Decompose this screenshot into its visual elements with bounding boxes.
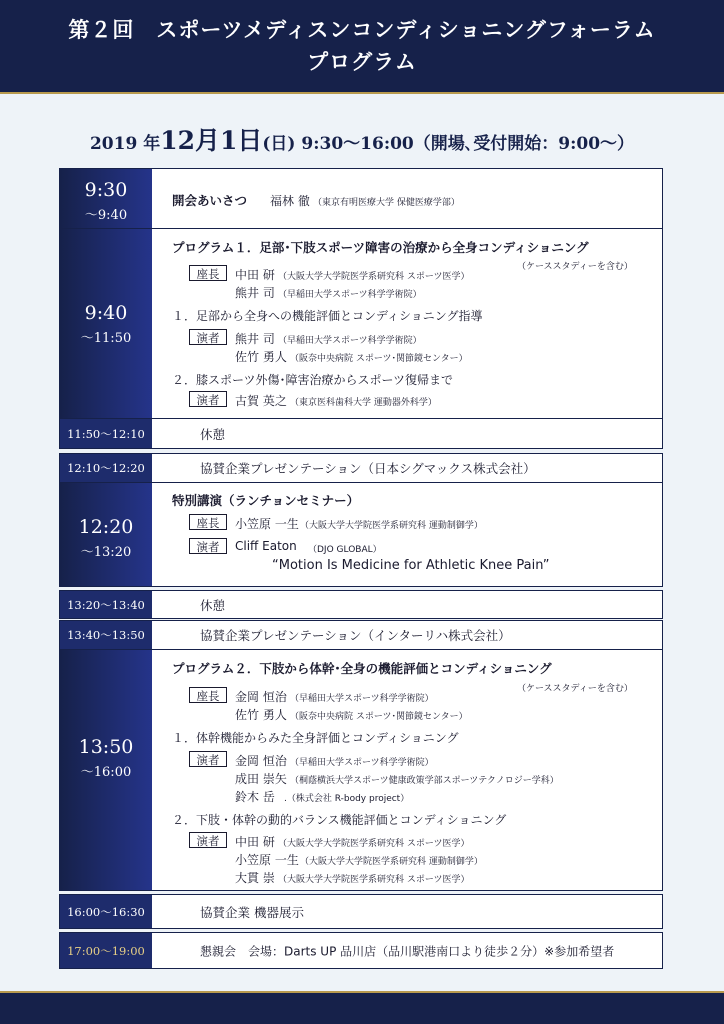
date-weekday: (日) <box>262 134 296 154</box>
lecture-title: “Motion Is Medicine for Athletic Knee Pain” <box>272 558 550 573</box>
session-text: 協賛企業 機器展示 <box>200 904 304 920</box>
speaker-affiliation: （大阪大学大学院医学系研究科 スポーツ医学） <box>278 839 470 849</box>
session-content <box>152 895 662 928</box>
session-title: 特別講演（ランチョンセミナー） <box>172 493 360 508</box>
time-cell <box>60 483 152 586</box>
chair-affiliation: （早稲田大学スポーツ科学学術院） <box>278 290 422 300</box>
page-title: プログラム <box>307 49 417 74</box>
end-time: 〜9:40 <box>84 208 128 223</box>
session-title: プログラム２．下肢から体幹･全身の機能評価とコンディショニング <box>172 661 552 676</box>
schedule-row-sponsor-presentation <box>59 620 663 650</box>
session-note: （ケーススタディーを含む） <box>517 684 633 694</box>
speaker-label: 演者 <box>189 391 227 407</box>
speaker-affiliation: （阪奈中央病院 スポーツ･関節鏡センター） <box>290 354 468 364</box>
speaker-affiliation: （大阪大学大学院医学系研究科 運動制御学） <box>300 857 483 867</box>
time-cell <box>60 591 152 618</box>
session-text: 協賛企業プレゼンテーション（インターリハ株式会社） <box>200 628 511 643</box>
session-text: 休憩 <box>200 426 226 442</box>
start-time: 9:30 <box>84 179 128 201</box>
schedule-row-program1 <box>59 229 663 419</box>
speaker-name: 佐竹 勇人 <box>235 350 287 364</box>
talk-title: １．体幹機能からみた全身評価とコンディショニング <box>172 731 459 745</box>
speaker-affiliation: （早稲田大学スポーツ科学学術院） <box>278 336 422 346</box>
speaker-affiliation: （桐蔭横浜大学スポーツ健康政策学部スポーツテクノロジー学科） <box>290 776 559 786</box>
talk-title: ２．膝スポーツ外傷･障害治療からスポーツ復帰まで <box>172 373 454 387</box>
header-divider <box>0 92 724 94</box>
session-text: 休憩 <box>200 597 226 613</box>
speaker-name: 熊井 司 <box>235 332 275 346</box>
speaker-name: 金岡 恒治 <box>235 754 287 768</box>
speaker-name: 鈴木 岳 <box>235 790 275 804</box>
schedule-row-break <box>59 590 663 619</box>
session-content <box>152 169 662 228</box>
speaker-name: 古賀 英之 <box>235 394 287 408</box>
session-content <box>152 454 662 482</box>
session-content <box>152 933 662 968</box>
session-title: 開会あいさつ <box>172 193 248 208</box>
speaker-label: 演者 <box>189 329 227 345</box>
end-time: 〜16:00 <box>80 765 132 780</box>
speaker-affiliation: （東京有明医療大学 保健医療学部） <box>313 198 460 208</box>
date-month-day: 12月1日 <box>160 126 263 155</box>
time-cell <box>60 650 152 890</box>
time-range: 16:00〜16:30 <box>67 904 145 919</box>
chair-name: 小笠原 一生 <box>235 517 299 531</box>
speaker-label: 演者 <box>189 538 227 554</box>
time-range: 12:10〜12:20 <box>67 461 145 475</box>
end-time: 〜13:20 <box>80 545 132 560</box>
footer-band <box>0 993 724 1024</box>
time-range: 13:20〜13:40 <box>67 597 145 612</box>
chair-name: 中田 研 <box>235 268 275 282</box>
time-cell <box>60 229 152 418</box>
chair-label: 座長 <box>189 687 227 703</box>
end-time: 〜11:50 <box>80 331 132 346</box>
speaker-affiliation: .（株式会社 R-body project） <box>284 794 410 804</box>
session-text: 協賛企業プレゼンテーション（日本シグマックス株式会社） <box>200 461 536 476</box>
schedule-row-opening <box>59 168 663 229</box>
speaker-affiliation: （東京医科歯科大学 運動器外科学） <box>290 398 437 408</box>
session-title: プログラム１．足部･下肢スポーツ障害の治療から全身コンディショニング <box>172 240 589 255</box>
chair-name: 佐竹 勇人 <box>235 708 287 722</box>
session-content <box>152 650 662 890</box>
speaker-name: 小笠原 一生 <box>235 853 299 867</box>
start-time: 13:50 <box>78 736 134 758</box>
time-range: 11:50〜12:10 <box>67 426 145 441</box>
speaker-affiliation: （DJO GLOBAL） <box>308 545 382 555</box>
start-time: 12:20 <box>78 516 134 538</box>
chair-label: 座長 <box>189 514 227 530</box>
time-cell <box>60 454 152 482</box>
chair-name: 金岡 恒治 <box>235 690 287 704</box>
talk-title: １．足部から全身への機能評価とコンディショニング指導 <box>172 309 483 323</box>
speaker-label: 演者 <box>189 751 227 767</box>
session-content <box>152 591 662 618</box>
session-note: （ケーススタディーを含む） <box>517 262 633 272</box>
speaker-name: 中田 研 <box>235 835 275 849</box>
time-range: 17:00〜19:00 <box>67 943 145 958</box>
schedule-row-luncheon-seminar <box>59 483 663 587</box>
chair-affiliation: （阪奈中央病院 スポーツ･関節鏡センター） <box>290 712 468 722</box>
chair-name: 熊井 司 <box>235 286 275 300</box>
header-banner <box>0 0 724 92</box>
session-content <box>152 419 662 448</box>
time-range: 13:40〜13:50 <box>67 628 145 642</box>
date-year: 2019 年 <box>89 134 161 154</box>
schedule-row-reception <box>59 932 663 969</box>
session-content <box>152 229 662 418</box>
session-content <box>152 621 662 649</box>
start-time: 9:40 <box>84 302 128 324</box>
schedule-row-break <box>59 419 663 449</box>
event-title: 第２回 スポーツメディスンコンディショニングフォーラム <box>68 17 656 42</box>
speaker-name: 大貫 崇 <box>235 871 275 885</box>
chair-label: 座長 <box>189 265 227 281</box>
event-date <box>0 121 724 157</box>
session-text: 懇親会 会場：Darts UP 品川店（品川駅港南口より徒歩２分）※参加希望者 <box>200 944 615 958</box>
time-cell <box>60 169 152 228</box>
speaker-label: 演者 <box>189 832 227 848</box>
talk-title: ２．下肢・体幹の動的バランス機能評価とコンディショニング <box>172 813 507 827</box>
speaker-affiliation: （大阪大学大学院医学系研究科 スポーツ医学） <box>278 875 470 885</box>
chair-affiliation: （大阪大学大学院医学系研究科 スポーツ医学） <box>278 272 470 282</box>
speaker-name: 福林 徹 <box>270 194 310 208</box>
speaker-name: 成田 崇矢 <box>235 772 287 786</box>
schedule-row-exhibition <box>59 894 663 929</box>
speaker-name: Cliff Eaton <box>235 539 297 553</box>
time-cell <box>60 933 152 968</box>
time-cell <box>60 895 152 928</box>
date-time: 9:30〜16:00（開場､受付開始：9:00〜） <box>301 134 635 154</box>
schedule-row-program2 <box>59 650 663 891</box>
time-cell <box>60 621 152 649</box>
speaker-affiliation: （早稲田大学スポーツ科学学術院） <box>290 758 434 768</box>
session-content <box>152 483 662 586</box>
chair-affiliation: （大阪大学大学院医学系研究科 運動制御学） <box>300 521 483 531</box>
schedule-row-sponsor-presentation <box>59 453 663 483</box>
chair-affiliation: （早稲田大学スポーツ科学学術院） <box>290 694 434 704</box>
time-cell <box>60 419 152 448</box>
